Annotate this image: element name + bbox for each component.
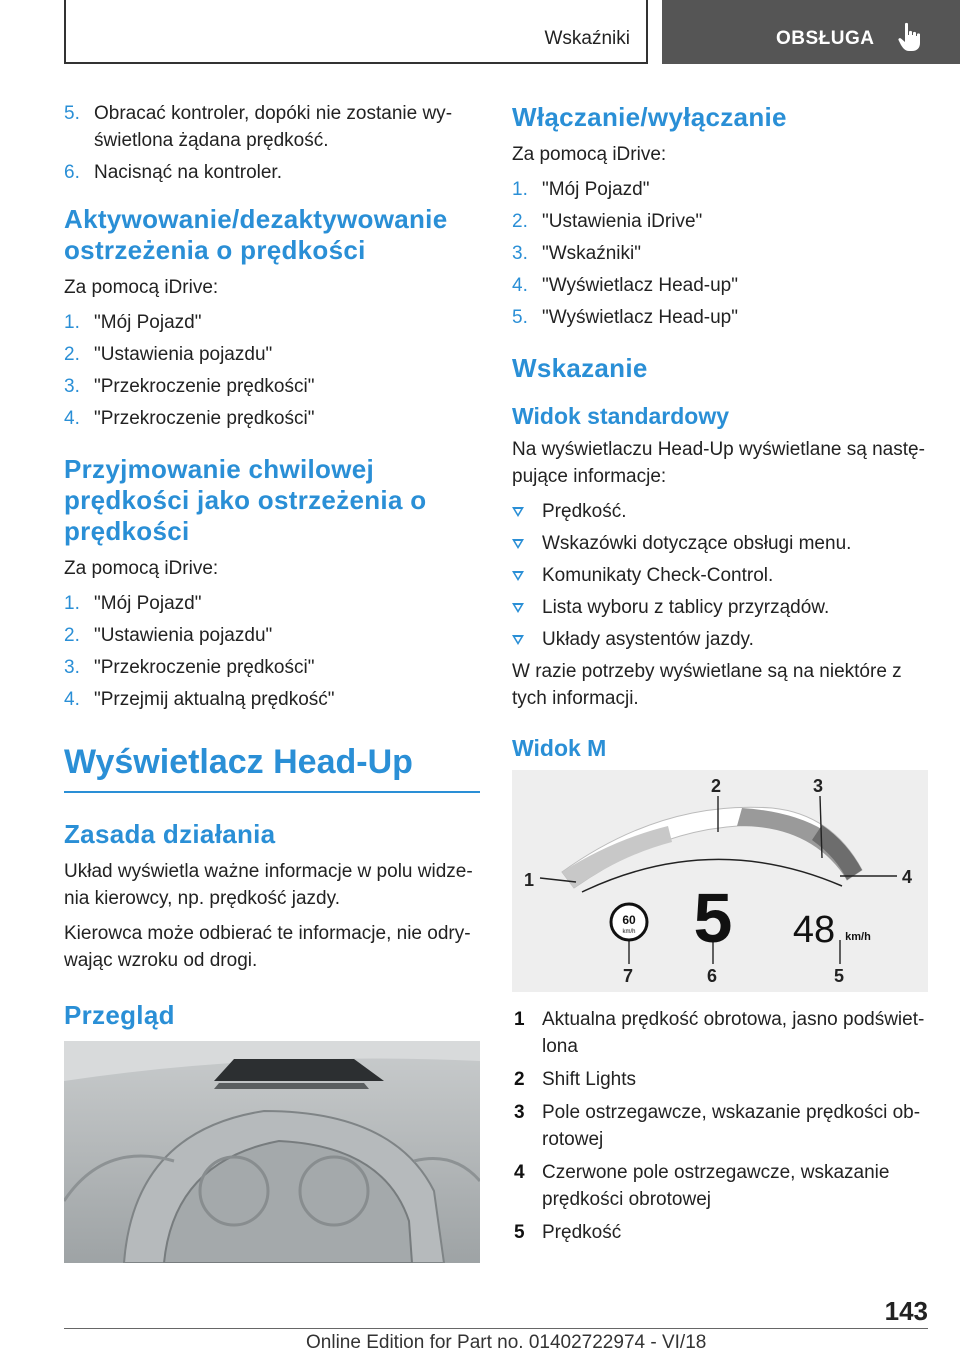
paragraph: Na wyświetlaczu Head-Up wyświetlane są następujące informacje: xyxy=(512,439,925,487)
triangle-bullet-icon xyxy=(512,507,524,517)
step-text: "Mój Pojazd" xyxy=(542,179,650,200)
list-item xyxy=(64,405,480,432)
list-item xyxy=(512,498,928,525)
step-text: "Wyświetlacz Head-up" xyxy=(542,275,738,296)
legend-number: 3 xyxy=(514,1102,525,1123)
list-item xyxy=(512,208,928,235)
step-text: "Przekroczenie prędkości" xyxy=(94,408,315,429)
paragraph: Kierowca może odbierać te informacje, nie odrywając wzroku od drogi. xyxy=(64,923,471,971)
speed-unit: km/h xyxy=(845,931,871,943)
callout-5: 5 xyxy=(834,966,845,986)
gear-indicator: 5 xyxy=(693,879,733,957)
triangle-bullet-icon xyxy=(512,571,524,581)
page-number: 143 xyxy=(884,1296,928,1326)
step-text: "Mój Pojazd" xyxy=(94,593,202,614)
chapter-tab xyxy=(662,0,960,64)
legend-item xyxy=(512,1219,928,1246)
heading-adopt-speed: Przyjmowanie chwilowej prędkości jako ostrzeżenia o prędkości xyxy=(64,454,427,546)
bullet-text: Układy asystentów jazdy. xyxy=(542,629,754,650)
list-item xyxy=(512,304,928,331)
triangle-bullet-icon xyxy=(512,635,524,645)
info-bullets xyxy=(512,498,928,653)
steps-adopt-speed xyxy=(64,590,480,713)
list-item xyxy=(64,373,480,400)
intro-steps xyxy=(64,100,480,186)
step-text: "Przejmij aktualną prędkość" xyxy=(94,689,335,710)
list-item xyxy=(512,272,928,299)
right-column xyxy=(512,100,928,1252)
list-item xyxy=(64,622,480,649)
step-text: "Ustawienia pojazdu" xyxy=(94,625,273,646)
legend-text: Czerwone pole ostrzegawcze, wskazanie prędkości obrotowej xyxy=(542,1162,890,1210)
hud-legend xyxy=(512,1006,928,1246)
callout-3: 3 xyxy=(813,776,824,796)
callout-4: 4 xyxy=(902,867,913,887)
triangle-bullet-icon xyxy=(512,603,524,613)
list-item xyxy=(64,100,480,154)
hud-m-view-diagram xyxy=(512,770,928,992)
step-number: 5. xyxy=(64,103,80,124)
legend-item xyxy=(512,1159,928,1213)
step-text: "Ustawienia iDrive" xyxy=(542,211,703,232)
subheading-standard-view: Widok standardowy xyxy=(512,403,730,429)
heading-on-off: Włączanie/wyłączanie xyxy=(512,102,787,132)
steps-speed-warning-toggle xyxy=(64,309,480,432)
step-number: 3. xyxy=(512,243,528,264)
step-number: 2. xyxy=(64,625,80,646)
heading-overview: Przegląd xyxy=(64,1000,175,1030)
step-number: 3. xyxy=(64,376,80,397)
bullet-text: Lista wyboru z tablicy przyrządów. xyxy=(542,597,830,618)
legend-text: Aktualna prędkość obrotowa, jasno podświetlona xyxy=(542,1009,925,1057)
section-title: Wskaźniki xyxy=(544,28,630,49)
subheading-m-view: Widok M xyxy=(512,735,607,761)
list-item xyxy=(512,176,928,203)
dashboard-photo xyxy=(64,1041,480,1263)
step-text: "Przekroczenie prędkości" xyxy=(94,657,315,678)
bullet-text: Komunikaty Check-Control. xyxy=(542,565,774,586)
list-item xyxy=(64,341,480,368)
step-number: 4. xyxy=(64,689,80,710)
list-item xyxy=(512,240,928,267)
legend-number: 1 xyxy=(514,1009,525,1030)
list-item xyxy=(64,590,480,617)
legend-text: Prędkość xyxy=(542,1222,622,1243)
section-tab xyxy=(64,0,648,64)
step-number: 3. xyxy=(64,657,80,678)
legend-number: 4 xyxy=(514,1162,525,1183)
step-number: 5. xyxy=(512,307,528,328)
paragraph: W razie potrzeby wyświetlane są na niektóre z tych informacji. xyxy=(512,661,902,709)
left-column xyxy=(64,100,480,1263)
heading-display: Wskazanie xyxy=(512,353,648,383)
callout-7: 7 xyxy=(623,966,634,986)
speed-value: 48 xyxy=(792,909,836,951)
paragraph: Układ wyświetla ważne informacje w polu widzenia kierowcy, np. prędkość jazdy. xyxy=(64,861,473,909)
legend-number: 2 xyxy=(514,1069,525,1090)
list-item xyxy=(512,594,928,621)
list-item xyxy=(512,626,928,653)
chapter-title: OBSŁUGA xyxy=(776,28,875,49)
step-number: 1. xyxy=(64,312,80,333)
callout-2: 2 xyxy=(711,776,722,796)
hand-pointer-icon xyxy=(898,22,924,52)
heading-principle: Zasada działania xyxy=(64,819,276,849)
list-item xyxy=(64,309,480,336)
step-number: 4. xyxy=(512,275,528,296)
list-item xyxy=(64,654,480,681)
step-number: 1. xyxy=(64,593,80,614)
list-item xyxy=(512,562,928,589)
step-number: 6. xyxy=(64,162,80,183)
main-title-head-up-display: Wyświetlacz Head-Up xyxy=(64,741,480,793)
step-number: 4. xyxy=(64,408,80,429)
heading-speed-warning-toggle: Aktywowanie/dezaktywowanie ostrzeżenia o prędkości xyxy=(64,204,448,265)
step-text: Obracać kontroler, dopóki nie zostanie wyświetlona żądana prędkość. xyxy=(94,103,453,151)
callout-1: 1 xyxy=(524,870,535,890)
edition-note: Online Edition for Part no. 01402722974 - VI/18 xyxy=(306,1332,707,1353)
bullet-text: Prędkość. xyxy=(542,501,627,522)
step-text: "Ustawienia pojazdu" xyxy=(94,344,273,365)
footer-divider xyxy=(64,1328,928,1329)
legend-text: Pole ostrzegawcze, wskazanie prędkości obrotowej xyxy=(542,1102,921,1150)
legend-text: Shift Lights xyxy=(542,1069,636,1090)
legend-item xyxy=(512,1066,928,1093)
paragraph: Za pomocą iDrive: xyxy=(64,277,219,298)
speed-limit-unit: km/h xyxy=(622,929,636,935)
step-text: Nacisnąć na kontroler. xyxy=(94,162,282,183)
paragraph: Za pomocą iDrive: xyxy=(64,558,219,579)
legend-item xyxy=(512,1006,928,1060)
step-number: 2. xyxy=(64,344,80,365)
list-item xyxy=(64,159,480,186)
step-text: "Mój Pojazd" xyxy=(94,312,202,333)
step-text: "Wyświetlacz Head-up" xyxy=(542,307,738,328)
list-item xyxy=(512,530,928,557)
steps-on-off xyxy=(512,176,928,331)
callout-6: 6 xyxy=(707,966,718,986)
legend-item xyxy=(512,1099,928,1153)
list-item xyxy=(64,686,480,713)
step-text: "Wskaźniki" xyxy=(542,243,641,264)
page-header xyxy=(0,0,960,66)
triangle-bullet-icon xyxy=(512,539,524,549)
paragraph: Za pomocą iDrive: xyxy=(512,144,667,165)
bullet-text: Wskazówki dotyczące obsługi menu. xyxy=(542,533,852,554)
step-number: 1. xyxy=(512,179,528,200)
legend-number: 5 xyxy=(514,1222,525,1243)
step-text: "Przekroczenie prędkości" xyxy=(94,376,315,397)
speed-limit-value: 60 xyxy=(622,913,636,927)
step-number: 2. xyxy=(512,211,528,232)
